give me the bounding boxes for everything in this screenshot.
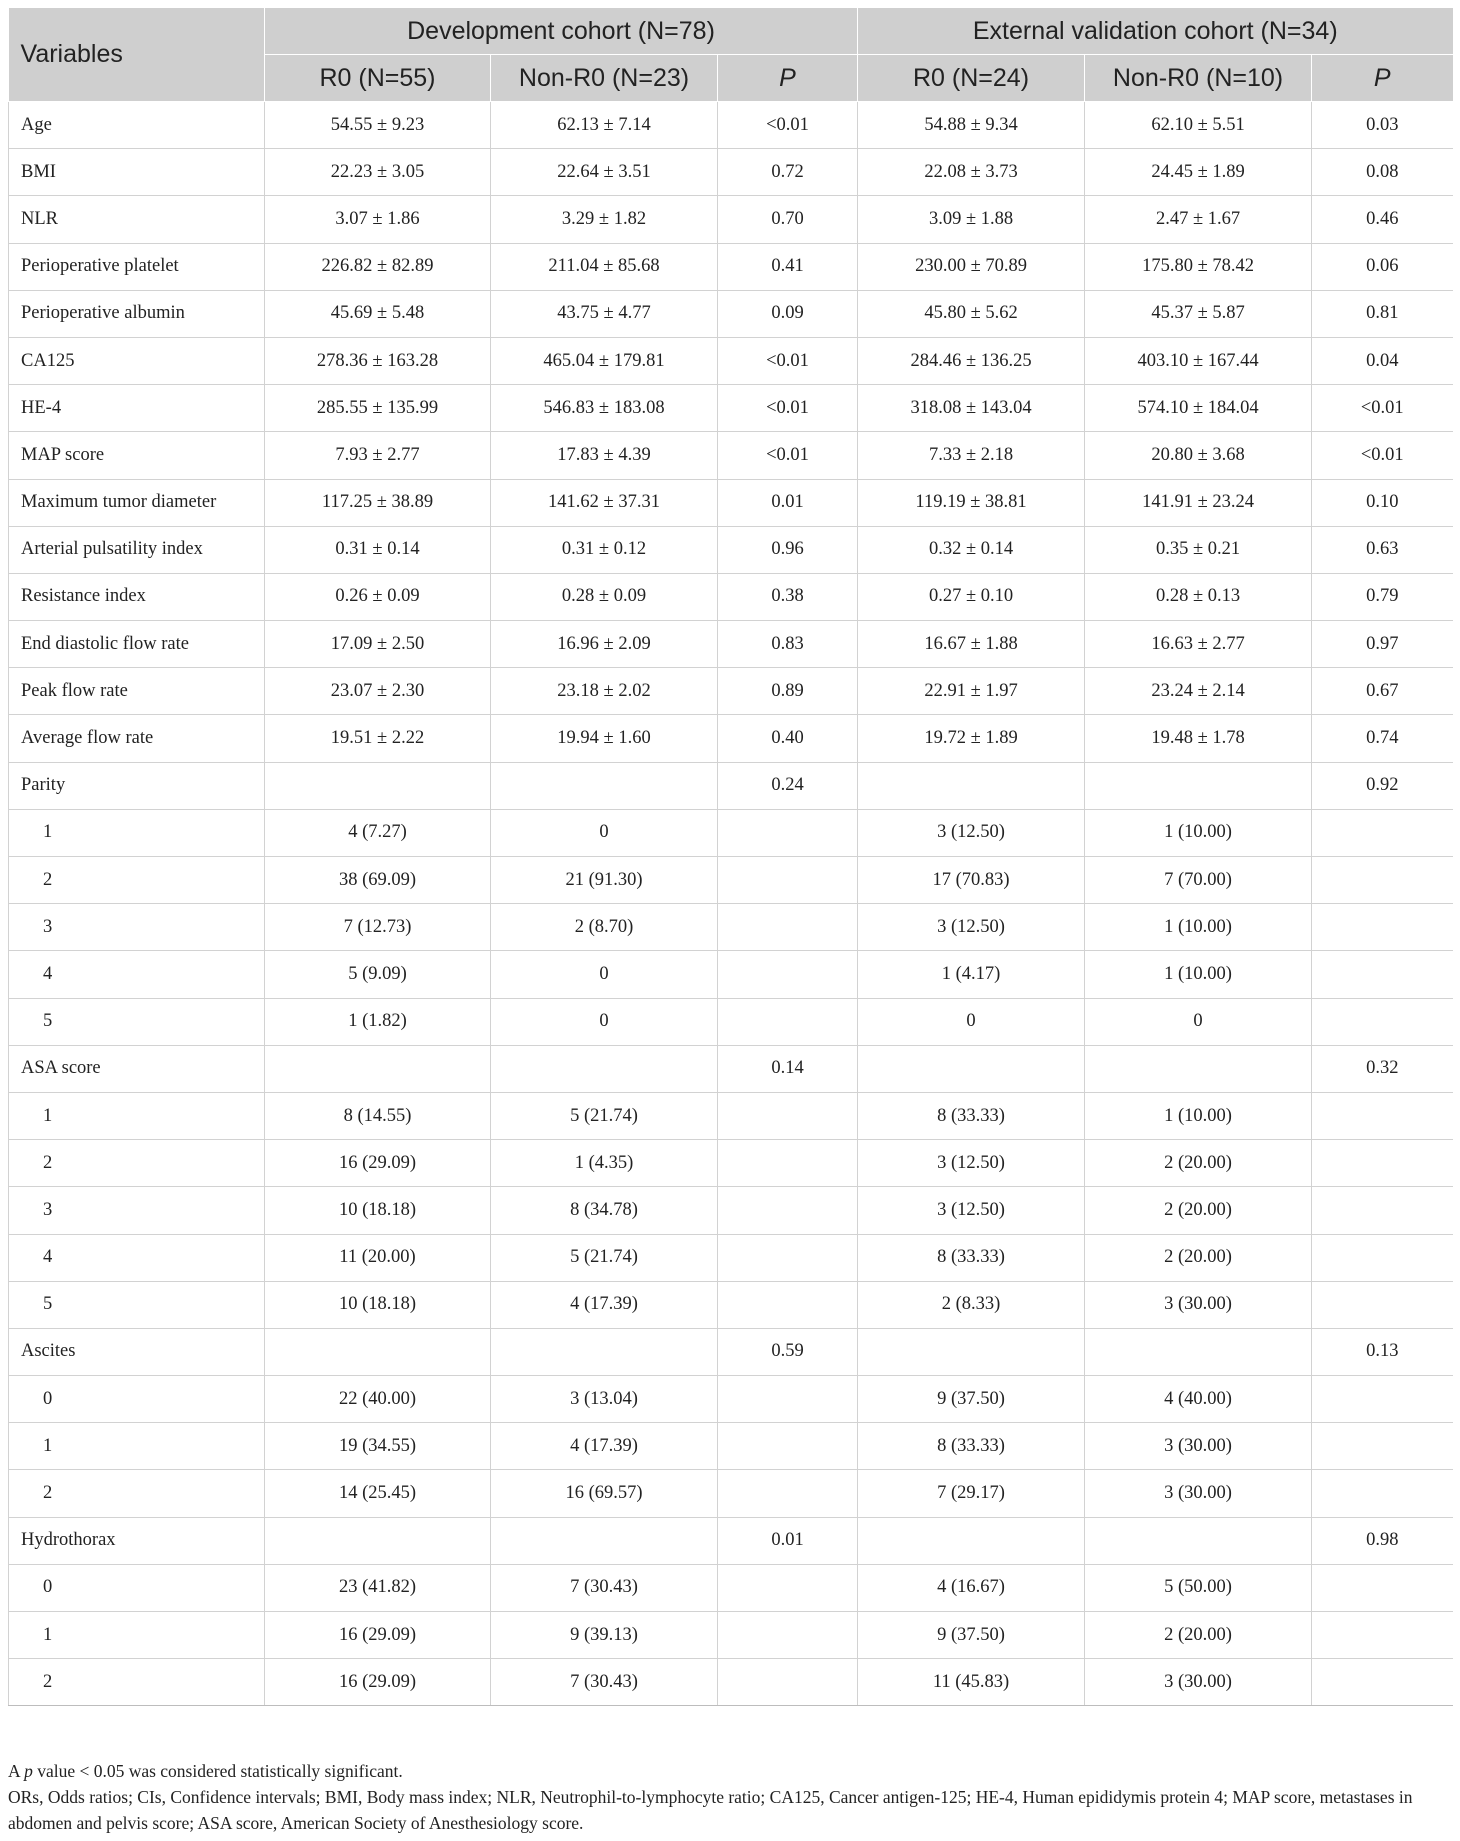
dev-r0-cell: 3.07 ± 1.86	[265, 196, 491, 243]
category-label: 5	[9, 1281, 265, 1328]
category-label: 0	[9, 1376, 265, 1423]
dev-r0-cell: 16 (29.09)	[265, 1140, 491, 1187]
ext-non-r0-cell: 4 (40.00)	[1085, 1376, 1312, 1423]
ext-r0-cell: 22.08 ± 3.73	[858, 149, 1085, 196]
table-row	[9, 668, 1453, 715]
ext-r0-cell: 8 (33.33)	[858, 1092, 1085, 1139]
table-subrow	[9, 1187, 1453, 1234]
dev-non-r0-cell: 21 (91.30)	[491, 857, 718, 904]
table-header	[9, 8, 1453, 102]
ext-r0-cell: 54.88 ± 9.34	[858, 102, 1085, 149]
dev-non-r0-cell: 0	[491, 951, 718, 998]
ext-p-value-cell: 0.32	[1312, 1045, 1453, 1092]
dev-r0-cell: 7 (12.73)	[265, 904, 491, 951]
variable-label: ASA score	[9, 1045, 265, 1092]
dev-non-r0-cell: 7 (30.43)	[491, 1564, 718, 1611]
ext-p-value-cell: 0.04	[1312, 337, 1453, 384]
ext-non-r0-cell	[1085, 1045, 1312, 1092]
variable-label: CA125	[9, 337, 265, 384]
dev-r0-cell: 38 (69.09)	[265, 857, 491, 904]
dev-non-r0-cell: 16.96 ± 2.09	[491, 621, 718, 668]
table-body	[9, 102, 1453, 1706]
dev-r0-cell: 10 (18.18)	[265, 1281, 491, 1328]
dev-non-r0-cell: 4 (17.39)	[491, 1281, 718, 1328]
ext-r0-cell: 318.08 ± 143.04	[858, 385, 1085, 432]
ext-r0-cell: 22.91 ± 1.97	[858, 668, 1085, 715]
dev-non-r0-cell: 8 (34.78)	[491, 1187, 718, 1234]
footnote-text: value < 0.05 was considered statistically significant.	[32, 1761, 403, 1781]
table-row	[9, 149, 1453, 196]
dev-non-r0-cell: 0.31 ± 0.12	[491, 526, 718, 573]
ext-r0-cell: 16.67 ± 1.88	[858, 621, 1085, 668]
dev-p-value-cell: 0.59	[718, 1328, 858, 1375]
ext-r0-cell: 3.09 ± 1.88	[858, 196, 1085, 243]
variable-label: Perioperative albumin	[9, 290, 265, 337]
table-row	[9, 196, 1453, 243]
table-subrow	[9, 1234, 1453, 1281]
category-label: 4	[9, 951, 265, 998]
variable-label: Parity	[9, 762, 265, 809]
ext-non-r0-cell: 0.35 ± 0.21	[1085, 526, 1312, 573]
category-label: 1	[9, 1612, 265, 1659]
dev-non-r0-cell	[491, 762, 718, 809]
dev-r0-cell: 16 (29.09)	[265, 1659, 491, 1706]
dev-p-value-cell	[718, 809, 858, 856]
ext-p-value-cell	[1312, 951, 1453, 998]
ext-r0-cell: 1 (4.17)	[858, 951, 1085, 998]
ext-r0-cell: 0.27 ± 0.10	[858, 573, 1085, 620]
ext-p-value-cell: 0.98	[1312, 1517, 1453, 1564]
dev-p-value-cell	[718, 1187, 858, 1234]
dev-p-value-cell: 0.83	[718, 621, 858, 668]
table-row	[9, 1517, 1453, 1564]
dev-non-r0-cell: 3.29 ± 1.82	[491, 196, 718, 243]
table-row	[9, 526, 1453, 573]
dev-p-value-cell: 0.01	[718, 1517, 858, 1564]
dev-r0-header: R0 (N=55)	[265, 55, 491, 102]
variable-label: Peak flow rate	[9, 668, 265, 715]
dev-non-r0-cell: 4 (17.39)	[491, 1423, 718, 1470]
dev-r0-cell: 45.69 ± 5.48	[265, 290, 491, 337]
dev-p-value-cell	[718, 1564, 858, 1611]
dev-non-r0-cell: 9 (39.13)	[491, 1612, 718, 1659]
category-label: 0	[9, 1564, 265, 1611]
dev-p-value-cell: <0.01	[718, 385, 858, 432]
ext-non-r0-cell: 20.80 ± 3.68	[1085, 432, 1312, 479]
ext-p-value-cell	[1312, 857, 1453, 904]
dev-p-value-cell: 0.96	[718, 526, 858, 573]
dev-p-value-cell: 0.38	[718, 573, 858, 620]
ext-p-value-cell: 0.92	[1312, 762, 1453, 809]
ext-non-r0-cell: 3 (30.00)	[1085, 1470, 1312, 1517]
ext-r0-cell: 230.00 ± 70.89	[858, 243, 1085, 290]
dev-p-value-cell	[718, 904, 858, 951]
dev-p-value-cell	[718, 1281, 858, 1328]
ext-non-r0-header: Non-R0 (N=10)	[1085, 55, 1312, 102]
dev-non-r0-cell: 546.83 ± 183.08	[491, 385, 718, 432]
ext-non-r0-cell: 1 (10.00)	[1085, 1092, 1312, 1139]
variable-label: HE-4	[9, 385, 265, 432]
footnote-text: A	[8, 1761, 25, 1781]
dev-non-r0-cell: 141.62 ± 37.31	[491, 479, 718, 526]
header-row-cohorts	[9, 8, 1453, 55]
table-row	[9, 337, 1453, 384]
dev-r0-cell	[265, 1517, 491, 1564]
table-subrow	[9, 1470, 1453, 1517]
variable-label: NLR	[9, 196, 265, 243]
dev-p-value-cell: 0.89	[718, 668, 858, 715]
dev-r0-cell: 1 (1.82)	[265, 998, 491, 1045]
table-row	[9, 385, 1453, 432]
ext-non-r0-cell	[1085, 1517, 1312, 1564]
category-label: 2	[9, 1470, 265, 1517]
ext-non-r0-cell: 2 (20.00)	[1085, 1187, 1312, 1234]
dev-r0-cell: 16 (29.09)	[265, 1612, 491, 1659]
variable-label: BMI	[9, 149, 265, 196]
dev-p-value-cell: 0.72	[718, 149, 858, 196]
dev-p-value-cell	[718, 1376, 858, 1423]
dev-non-r0-cell: 0	[491, 809, 718, 856]
dev-non-r0-cell: 5 (21.74)	[491, 1092, 718, 1139]
dev-p-value-cell: 0.09	[718, 290, 858, 337]
ext-p-value-cell: 0.63	[1312, 526, 1453, 573]
dev-p-value-cell	[718, 1470, 858, 1517]
category-label: 1	[9, 1423, 265, 1470]
dev-non-r0-cell: 16 (69.57)	[491, 1470, 718, 1517]
ext-non-r0-cell: 0.28 ± 0.13	[1085, 573, 1312, 620]
ext-p-value-cell: 0.67	[1312, 668, 1453, 715]
dev-non-r0-cell: 1 (4.35)	[491, 1140, 718, 1187]
dev-non-r0-cell: 19.94 ± 1.60	[491, 715, 718, 762]
dev-non-r0-cell: 0.28 ± 0.09	[491, 573, 718, 620]
ext-non-r0-cell: 45.37 ± 5.87	[1085, 290, 1312, 337]
ext-p-value-cell	[1312, 1659, 1453, 1706]
dev-p-value-cell: 0.24	[718, 762, 858, 809]
table-row	[9, 1045, 1453, 1092]
ext-p-value-cell: 0.74	[1312, 715, 1453, 762]
ext-non-r0-cell: 23.24 ± 2.14	[1085, 668, 1312, 715]
dev-non-r0-cell: 5 (21.74)	[491, 1234, 718, 1281]
dev-r0-cell: 4 (7.27)	[265, 809, 491, 856]
dev-p-value-cell	[718, 998, 858, 1045]
table-subrow	[9, 1281, 1453, 1328]
ext-r0-cell: 45.80 ± 5.62	[858, 290, 1085, 337]
dev-p-value-cell: 0.14	[718, 1045, 858, 1092]
ext-r0-cell: 2 (8.33)	[858, 1281, 1085, 1328]
variable-label: End diastolic flow rate	[9, 621, 265, 668]
dev-r0-cell	[265, 1045, 491, 1092]
table-row	[9, 715, 1453, 762]
category-label: 1	[9, 809, 265, 856]
footnote-significance	[8, 1758, 1452, 1784]
ext-p-value-cell: <0.01	[1312, 432, 1453, 479]
ext-p-value-cell	[1312, 1376, 1453, 1423]
ext-non-r0-cell: 7 (70.00)	[1085, 857, 1312, 904]
ext-non-r0-cell: 2 (20.00)	[1085, 1612, 1312, 1659]
dev-r0-cell: 7.93 ± 2.77	[265, 432, 491, 479]
variable-label: Average flow rate	[9, 715, 265, 762]
ext-non-r0-cell: 5 (50.00)	[1085, 1564, 1312, 1611]
dev-r0-cell: 23 (41.82)	[265, 1564, 491, 1611]
footnote-p-symbol: p	[24, 1761, 33, 1781]
ext-non-r0-cell: 62.10 ± 5.51	[1085, 102, 1312, 149]
dev-p-header: P	[718, 55, 858, 102]
ext-p-value-cell	[1312, 998, 1453, 1045]
dev-p-value-cell: <0.01	[718, 337, 858, 384]
ext-r0-cell: 0.32 ± 0.14	[858, 526, 1085, 573]
ext-r0-cell: 3 (12.50)	[858, 809, 1085, 856]
variable-label: Hydrothorax	[9, 1517, 265, 1564]
dev-r0-cell: 19.51 ± 2.22	[265, 715, 491, 762]
ext-p-value-cell	[1312, 1564, 1453, 1611]
ext-non-r0-cell: 175.80 ± 78.42	[1085, 243, 1312, 290]
dev-p-value-cell: <0.01	[718, 432, 858, 479]
variable-label: Age	[9, 102, 265, 149]
ext-r0-cell: 0	[858, 998, 1085, 1045]
dev-r0-cell: 17.09 ± 2.50	[265, 621, 491, 668]
ext-p-value-cell	[1312, 1470, 1453, 1517]
table-subrow	[9, 1659, 1453, 1706]
ext-r0-cell	[858, 1045, 1085, 1092]
ext-r0-cell: 3 (12.50)	[858, 904, 1085, 951]
ext-r0-cell: 119.19 ± 38.81	[858, 479, 1085, 526]
dev-non-r0-cell: 62.13 ± 7.14	[491, 102, 718, 149]
dev-non-r0-cell	[491, 1045, 718, 1092]
dev-p-value-cell: 0.40	[718, 715, 858, 762]
ext-r0-cell: 284.46 ± 136.25	[858, 337, 1085, 384]
ext-non-r0-cell: 16.63 ± 2.77	[1085, 621, 1312, 668]
dev-r0-cell: 0.26 ± 0.09	[265, 573, 491, 620]
table-row	[9, 762, 1453, 809]
table-subrow	[9, 1376, 1453, 1423]
ext-non-r0-cell: 574.10 ± 184.04	[1085, 385, 1312, 432]
category-label: 2	[9, 1140, 265, 1187]
dev-p-value-cell	[718, 1423, 858, 1470]
variable-label: Maximum tumor diameter	[9, 479, 265, 526]
dev-r0-cell: 5 (9.09)	[265, 951, 491, 998]
variable-label: Resistance index	[9, 573, 265, 620]
table-row	[9, 621, 1453, 668]
ext-non-r0-cell	[1085, 762, 1312, 809]
dev-non-r0-cell: 22.64 ± 3.51	[491, 149, 718, 196]
ext-r0-cell: 8 (33.33)	[858, 1423, 1085, 1470]
ext-r0-cell: 7 (29.17)	[858, 1470, 1085, 1517]
ext-non-r0-cell	[1085, 1328, 1312, 1375]
variable-label: Ascites	[9, 1328, 265, 1375]
ext-p-value-cell	[1312, 809, 1453, 856]
ext-p-value-cell: 0.97	[1312, 621, 1453, 668]
table-row	[9, 102, 1453, 149]
table-row	[9, 290, 1453, 337]
dev-r0-cell	[265, 762, 491, 809]
table-subrow	[9, 857, 1453, 904]
ext-non-r0-cell: 1 (10.00)	[1085, 951, 1312, 998]
category-label: 3	[9, 904, 265, 951]
dev-r0-cell: 54.55 ± 9.23	[265, 102, 491, 149]
table-footnotes	[8, 1758, 1452, 1836]
dev-non-r0-cell: 211.04 ± 85.68	[491, 243, 718, 290]
ext-r0-cell: 17 (70.83)	[858, 857, 1085, 904]
dev-p-value-cell	[718, 1092, 858, 1139]
ext-r0-cell: 3 (12.50)	[858, 1187, 1085, 1234]
dev-r0-cell: 117.25 ± 38.89	[265, 479, 491, 526]
table-subrow	[9, 1092, 1453, 1139]
dev-p-value-cell: 0.70	[718, 196, 858, 243]
dev-non-r0-cell: 23.18 ± 2.02	[491, 668, 718, 715]
dev-non-r0-cell: 0	[491, 998, 718, 1045]
external-validation-cohort-header: External validation cohort (N=34)	[858, 8, 1453, 55]
ext-non-r0-cell: 3 (30.00)	[1085, 1423, 1312, 1470]
dev-non-r0-cell: 7 (30.43)	[491, 1659, 718, 1706]
ext-non-r0-cell: 2.47 ± 1.67	[1085, 196, 1312, 243]
dev-r0-cell: 22 (40.00)	[265, 1376, 491, 1423]
table-subrow	[9, 998, 1453, 1045]
ext-p-value-cell	[1312, 1234, 1453, 1281]
ext-non-r0-cell: 141.91 ± 23.24	[1085, 479, 1312, 526]
dev-r0-cell: 226.82 ± 82.89	[265, 243, 491, 290]
dev-p-value-cell	[718, 857, 858, 904]
ext-r0-cell	[858, 762, 1085, 809]
ext-p-value-cell: 0.06	[1312, 243, 1453, 290]
table-subrow	[9, 1612, 1453, 1659]
ext-p-value-cell	[1312, 1187, 1453, 1234]
ext-r0-cell	[858, 1517, 1085, 1564]
variables-header: Variables	[9, 8, 265, 102]
ext-non-r0-cell: 3 (30.00)	[1085, 1659, 1312, 1706]
dev-non-r0-cell: 17.83 ± 4.39	[491, 432, 718, 479]
dev-non-r0-cell: 3 (13.04)	[491, 1376, 718, 1423]
ext-non-r0-cell: 2 (20.00)	[1085, 1140, 1312, 1187]
dev-r0-cell: 23.07 ± 2.30	[265, 668, 491, 715]
table-row	[9, 1328, 1453, 1375]
variable-label: Perioperative platelet	[9, 243, 265, 290]
dev-r0-cell: 0.31 ± 0.14	[265, 526, 491, 573]
table-row	[9, 432, 1453, 479]
dev-p-value-cell	[718, 1234, 858, 1281]
table-subrow	[9, 1423, 1453, 1470]
dev-r0-cell: 8 (14.55)	[265, 1092, 491, 1139]
dev-non-r0-header: Non-R0 (N=23)	[491, 55, 718, 102]
cohort-characteristics-table	[8, 8, 1453, 1706]
dev-p-value-cell	[718, 1612, 858, 1659]
dev-p-value-cell	[718, 951, 858, 998]
dev-non-r0-cell: 465.04 ± 179.81	[491, 337, 718, 384]
table-row	[9, 479, 1453, 526]
variable-label: Arterial pulsatility index	[9, 526, 265, 573]
ext-p-value-cell: 0.81	[1312, 290, 1453, 337]
ext-p-value-cell: 0.10	[1312, 479, 1453, 526]
dev-non-r0-cell	[491, 1517, 718, 1564]
ext-r0-cell: 7.33 ± 2.18	[858, 432, 1085, 479]
ext-p-value-cell	[1312, 1423, 1453, 1470]
table-subrow	[9, 1564, 1453, 1611]
ext-p-value-cell	[1312, 1140, 1453, 1187]
table-row	[9, 243, 1453, 290]
ext-r0-cell	[858, 1328, 1085, 1375]
ext-p-value-cell	[1312, 1092, 1453, 1139]
ext-r0-cell: 4 (16.67)	[858, 1564, 1085, 1611]
dev-r0-cell: 278.36 ± 163.28	[265, 337, 491, 384]
ext-r0-cell: 11 (45.83)	[858, 1659, 1085, 1706]
category-label: 4	[9, 1234, 265, 1281]
category-label: 2	[9, 1659, 265, 1706]
ext-r0-cell: 9 (37.50)	[858, 1612, 1085, 1659]
dev-p-value-cell: <0.01	[718, 102, 858, 149]
ext-non-r0-cell: 2 (20.00)	[1085, 1234, 1312, 1281]
footnote-abbreviations: ORs, Odds ratios; CIs, Confidence intervals; BMI, Body mass index; NLR, Neutrophil-to-lymphocyte ratio; CA125, Cancer antigen-125; HE-4, Human epididymis protein 4; MAP score, metastases in abdomen and pelvis score; ASA score, American Society of Anesthesiology score.	[8, 1787, 1413, 1833]
dev-non-r0-cell: 2 (8.70)	[491, 904, 718, 951]
ext-r0-cell: 9 (37.50)	[858, 1376, 1085, 1423]
dev-r0-cell	[265, 1328, 491, 1375]
dev-r0-cell: 285.55 ± 135.99	[265, 385, 491, 432]
ext-r0-cell: 19.72 ± 1.89	[858, 715, 1085, 762]
ext-non-r0-cell: 0	[1085, 998, 1312, 1045]
ext-p-value-cell	[1312, 1281, 1453, 1328]
ext-p-header: P	[1312, 55, 1453, 102]
dev-p-value-cell	[718, 1140, 858, 1187]
category-label: 2	[9, 857, 265, 904]
dev-non-r0-cell: 43.75 ± 4.77	[491, 290, 718, 337]
dev-r0-cell: 10 (18.18)	[265, 1187, 491, 1234]
ext-p-value-cell	[1312, 904, 1453, 951]
ext-non-r0-cell: 1 (10.00)	[1085, 809, 1312, 856]
ext-p-value-cell: 0.79	[1312, 573, 1453, 620]
category-label: 3	[9, 1187, 265, 1234]
ext-r0-cell: 3 (12.50)	[858, 1140, 1085, 1187]
table-subrow	[9, 1140, 1453, 1187]
dev-r0-cell: 11 (20.00)	[265, 1234, 491, 1281]
ext-p-value-cell: 0.03	[1312, 102, 1453, 149]
table-subrow	[9, 951, 1453, 998]
dev-p-value-cell: 0.41	[718, 243, 858, 290]
ext-p-value-cell: 0.46	[1312, 196, 1453, 243]
ext-r0-header: R0 (N=24)	[858, 55, 1085, 102]
ext-non-r0-cell: 403.10 ± 167.44	[1085, 337, 1312, 384]
table-row	[9, 573, 1453, 620]
ext-p-value-cell: 0.13	[1312, 1328, 1453, 1375]
dev-r0-cell: 19 (34.55)	[265, 1423, 491, 1470]
variable-label: MAP score	[9, 432, 265, 479]
dev-p-value-cell	[718, 1659, 858, 1706]
ext-non-r0-cell: 1 (10.00)	[1085, 904, 1312, 951]
ext-p-value-cell	[1312, 1612, 1453, 1659]
ext-non-r0-cell: 24.45 ± 1.89	[1085, 149, 1312, 196]
table-subrow	[9, 904, 1453, 951]
ext-r0-cell: 8 (33.33)	[858, 1234, 1085, 1281]
development-cohort-header: Development cohort (N=78)	[265, 8, 858, 55]
dev-r0-cell: 22.23 ± 3.05	[265, 149, 491, 196]
table-subrow	[9, 809, 1453, 856]
ext-p-value-cell: <0.01	[1312, 385, 1453, 432]
ext-non-r0-cell: 3 (30.00)	[1085, 1281, 1312, 1328]
dev-non-r0-cell	[491, 1328, 718, 1375]
dev-r0-cell: 14 (25.45)	[265, 1470, 491, 1517]
ext-non-r0-cell: 19.48 ± 1.78	[1085, 715, 1312, 762]
ext-p-value-cell: 0.08	[1312, 149, 1453, 196]
category-label: 5	[9, 998, 265, 1045]
category-label: 1	[9, 1092, 265, 1139]
dev-p-value-cell: 0.01	[718, 479, 858, 526]
